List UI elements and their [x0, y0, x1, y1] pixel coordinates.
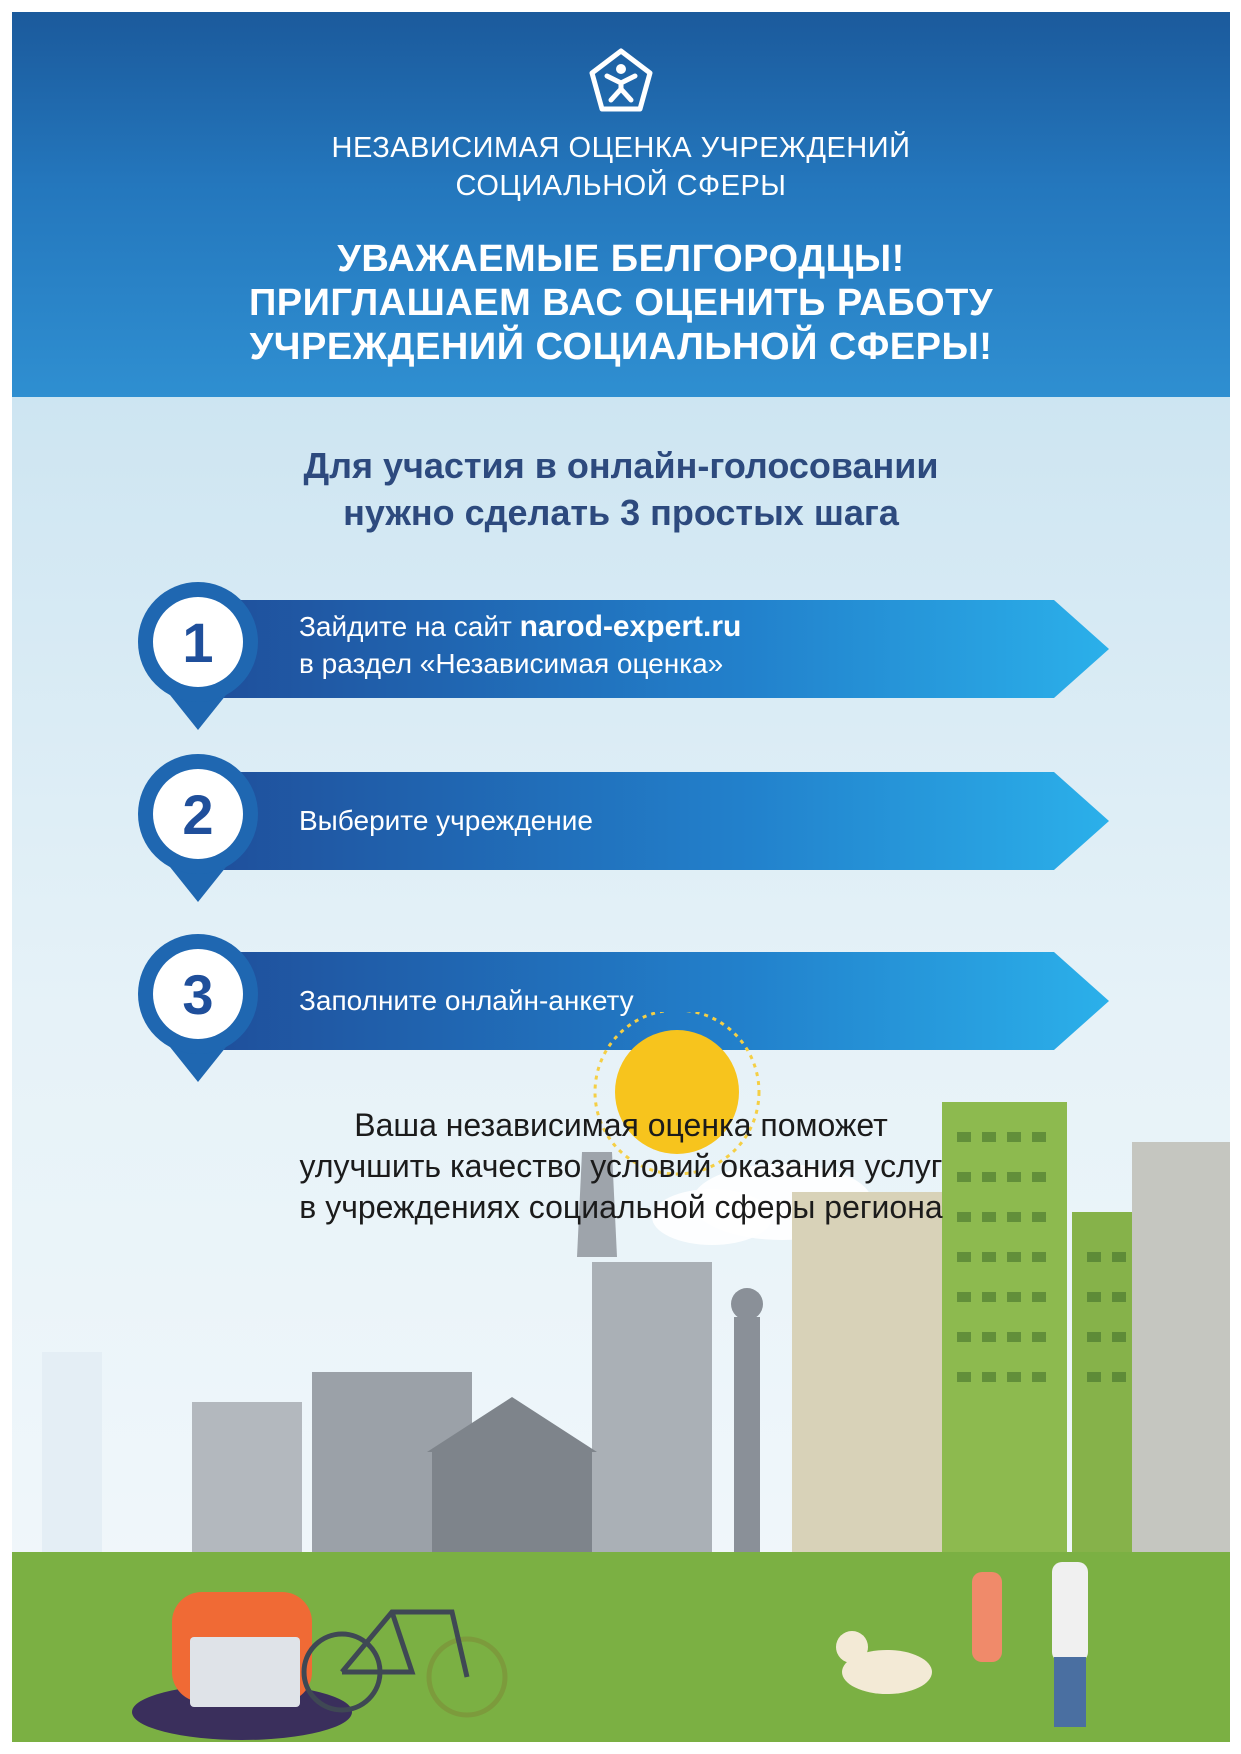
- site-link[interactable]: narod-expert.ru: [519, 610, 742, 643]
- appeal-heading: [12, 237, 1230, 369]
- step-1: [124, 580, 1114, 730]
- step-2: [124, 752, 1114, 902]
- organization-line: СОЦИАЛЬНОЙ СФЕРЫ: [455, 170, 787, 202]
- appeal-line: УЧРЕЖДЕНИЙ СОЦИАЛЬНОЙ СФЕРЫ!: [249, 326, 993, 368]
- step-number-badge: [138, 580, 258, 735]
- step-number-badge: [138, 752, 258, 907]
- closing-message: [12, 1105, 1230, 1228]
- message-line: улучшить качество условий оказания услуг: [299, 1148, 943, 1184]
- step-number: 1: [182, 611, 214, 674]
- message-line: Ваша независимая оценка поможет: [354, 1107, 888, 1143]
- step-line: в раздел «Независимая оценка»: [299, 648, 724, 679]
- step-text: [299, 608, 741, 682]
- intro-line: нужно сделать 3 простых шага: [343, 492, 899, 533]
- intro-heading: [12, 442, 1230, 536]
- header-band: [12, 12, 1230, 397]
- step-line: [299, 608, 741, 645]
- appeal-line: УВАЖАЕМЫЕ БЕЛГОРОДЦЫ!: [337, 238, 905, 280]
- person-in-pentagon-icon: [586, 47, 656, 117]
- step-number: 3: [182, 963, 214, 1026]
- poster: [12, 12, 1230, 1742]
- foreground-park: [12, 1552, 1230, 1742]
- step-number: 2: [182, 783, 214, 846]
- organization-title: [12, 129, 1230, 205]
- step-text-prefix: Зайдите на сайт: [299, 611, 520, 642]
- step-text: Заполните онлайн-анкету: [299, 985, 634, 1016]
- monument-emblem: [731, 1288, 763, 1320]
- message-line: в учреждениях социальной сферы региона: [299, 1189, 943, 1225]
- step-text: Выберите учреждение: [299, 805, 593, 836]
- appeal-line: ПРИГЛАШАЕМ ВАС ОЦЕНИТЬ РАБОТУ: [248, 282, 994, 324]
- organization-line: НЕЗАВИСИМАЯ ОЦЕНКА УЧРЕЖДЕНИЙ: [331, 132, 911, 164]
- intro-line: Для участия в онлайн-голосовании: [303, 445, 939, 486]
